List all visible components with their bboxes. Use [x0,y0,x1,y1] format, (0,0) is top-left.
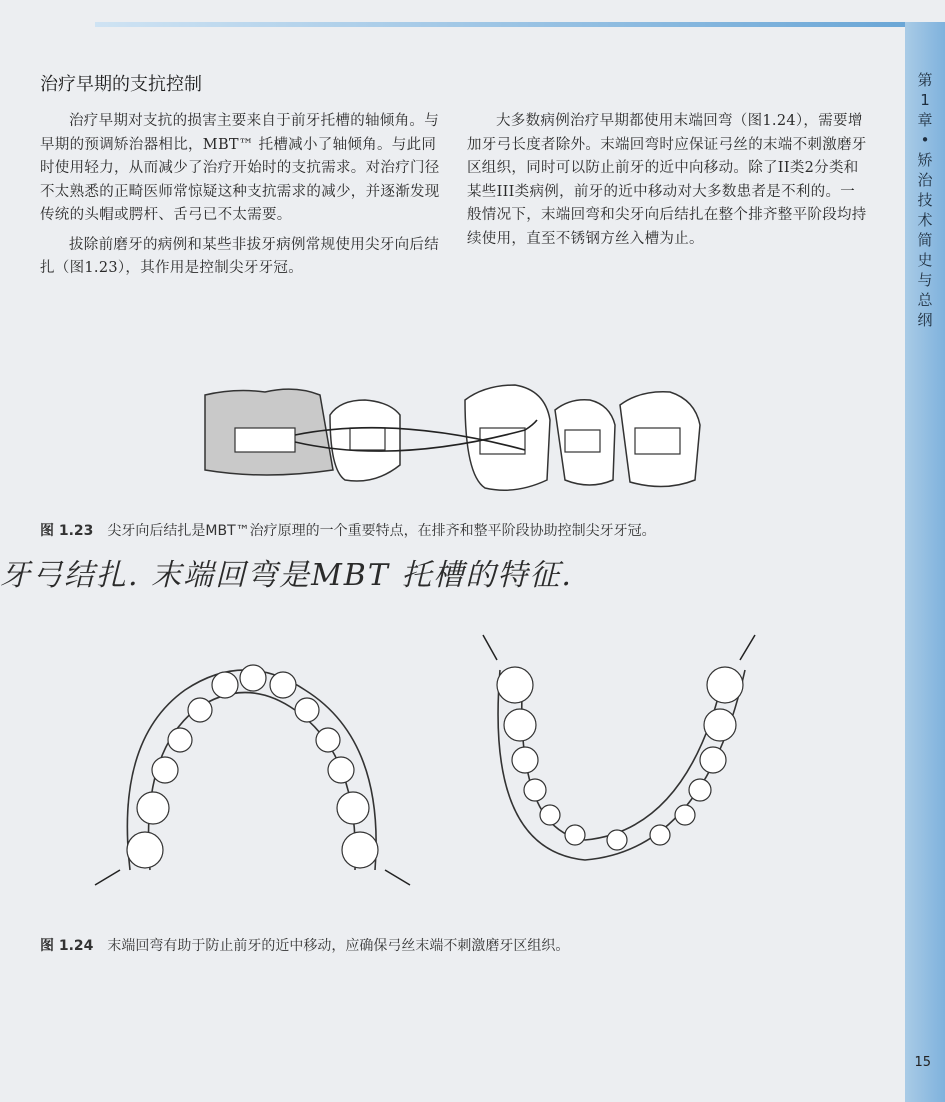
figure-label: 图 1.24 [40,938,94,954]
header-rule [95,22,910,27]
chapter-char: 与 [917,271,933,289]
chapter-char: 总 [917,291,933,309]
paragraph: 拔除前磨牙的病例和某些非拔牙病例常规使用尖牙向后结扎（图1.23），其作用是控制尖牙牙冠。 [40,236,439,276]
chapter-char: 简 [917,231,933,249]
chapter-char: 治 [917,171,933,189]
chapter-char: 1 [920,91,930,109]
chapter-char: 纲 [917,311,933,329]
chapter-char: 技 [917,191,933,209]
chapter-title [911,70,939,330]
chapter-char: 第 [917,71,933,89]
left-column [40,110,440,287]
figure-1-23 [195,380,715,495]
paragraph: 治疗早期对支抗的损害主要来自于前牙托槽的轴倾角。与早期的预调矫治器相比，MBT™ 托槽减小了轴倾角。与此同时使用轻力，从而减少了治疗开始时的支抗需求。对治疗门径不太熟悉的正畸医师常惊疑这种支抗需求的减少，并逐渐发现传统的头帽或腭杆、舌弓已不太需要。 [40,113,440,223]
figure-1-24-caption [40,935,569,955]
figure-caption-text: 末端回弯有助于防止前牙的近中移动，应确保弓丝末端不刺激磨牙区组织。 [107,938,570,954]
figure-1-24 [85,630,785,900]
chapter-char: 术 [917,211,933,229]
right-column [467,110,867,257]
paragraph: 大多数病例治疗早期都使用末端回弯（图1.24），需要增加牙弓长度者除外。末端回弯时应保证弓丝的末端不刺激磨牙区组织，同时可以防止前牙的近中向移动。除了II类2分类和某些III类病例，前牙的近中移动对大多数患者是不利的。一般情况下，末端回弯和尖牙向后结扎在整个排齐整平阶段均持续使用，直至不锈钢方丝入槽为止。 [467,113,867,247]
chapter-char: • [920,131,930,149]
page-number: 15 [914,1055,931,1070]
chapter-char: 矫 [917,151,933,169]
figure-caption-text: 尖牙向后结扎是MBT™治疗原理的一个重要特点，在排齐和整平阶段协助控制尖牙牙冠。 [107,523,656,539]
figure-label: 图 1.23 [40,523,94,539]
chapter-char: 史 [917,251,933,269]
figure-1-23-caption [40,520,656,540]
handwritten-note: 牙弓结扎. 末端回弯是MBT 托槽的特征. [0,558,573,593]
chapter-char: 章 [917,111,933,129]
section-heading: 治疗早期的支抗控制 [40,74,202,95]
